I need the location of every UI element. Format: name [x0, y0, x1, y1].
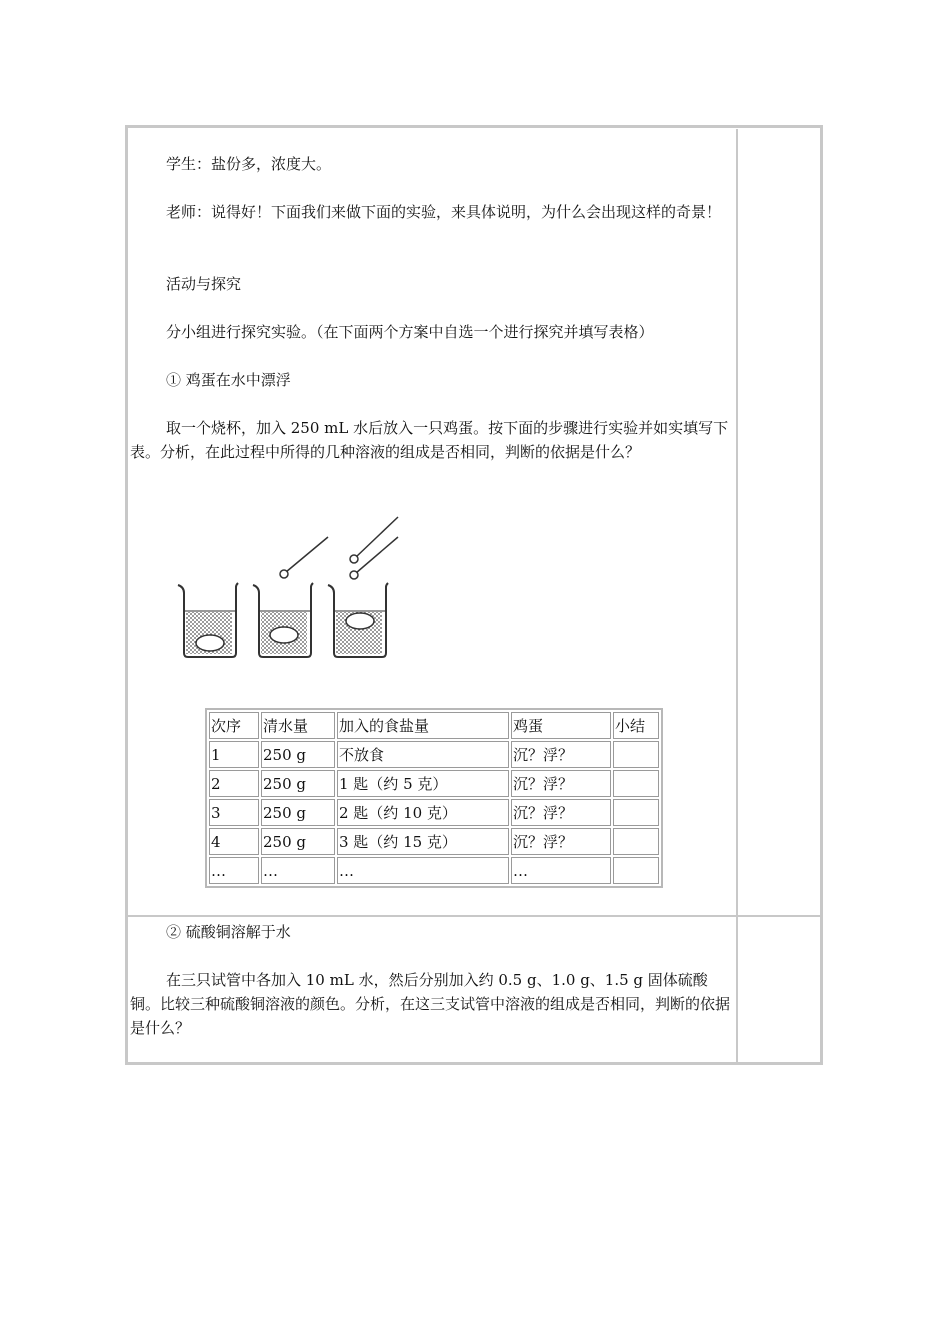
table-header-row	[209, 712, 659, 739]
cell-water: 250 g	[261, 828, 335, 855]
cell-water: …	[261, 857, 335, 884]
cell-summary	[613, 799, 659, 826]
plan1-description: 取一个烧杯，加入 250 mL 水后放入一只鸡蛋。按下面的步骤进行实验并如实填写下表。分析，在此过程中所得的几种溶液的组成是否相同，判断的依据是什么？	[130, 419, 729, 461]
cell-water: 250 g	[261, 770, 335, 797]
header-salt: 加入的食盐量	[337, 712, 509, 739]
activity-heading: 活动与探究	[166, 275, 242, 293]
cell-egg: 沉？浮？	[511, 828, 611, 855]
cell-order: 1	[209, 741, 259, 768]
beaker-1	[178, 583, 238, 657]
table-row	[209, 741, 659, 768]
cell-summary	[613, 770, 659, 797]
experiment-table	[205, 708, 663, 888]
table-row	[209, 857, 659, 884]
cell-summary	[613, 828, 659, 855]
cell-water: 250 g	[261, 741, 335, 768]
cell-egg: …	[511, 857, 611, 884]
header-order: 次序	[209, 712, 259, 739]
header-summary: 小结	[613, 712, 659, 739]
cell-salt: 3 匙（约 15 克）	[337, 828, 509, 855]
cell-order: 3	[209, 799, 259, 826]
column-divider	[736, 129, 738, 1063]
beaker-3	[328, 517, 398, 657]
table-row	[209, 828, 659, 855]
beaker-illustration	[170, 505, 410, 660]
table-row	[209, 770, 659, 797]
instruction-text: 分小组进行探究实验。（在下面两个方案中自选一个进行探究并填写表格）	[166, 323, 654, 341]
header-water: 清水量	[261, 712, 335, 739]
cell-egg: 沉？浮？	[511, 799, 611, 826]
cell-summary	[613, 857, 659, 884]
teacher-line: 老师：说得好！下面我们来做下面的实验，来具体说明，为什么会出现这样的奇景！	[166, 203, 722, 221]
student-line: 学生：盐份多，浓度大。	[166, 155, 332, 173]
cell-order: 2	[209, 770, 259, 797]
beaker-2	[253, 537, 328, 657]
plan2-title: ② 硫酸铜溶解于水	[166, 923, 291, 941]
header-egg: 鸡蛋	[511, 712, 611, 739]
cell-salt: …	[337, 857, 509, 884]
cell-salt: 1 匙（约 5 克）	[337, 770, 509, 797]
row-divider	[128, 915, 820, 917]
cell-egg: 沉？浮？	[511, 741, 611, 768]
table-row	[209, 799, 659, 826]
cell-egg: 沉？浮？	[511, 770, 611, 797]
cell-water: 250 g	[261, 799, 335, 826]
cell-summary	[613, 741, 659, 768]
plan1-title: ① 鸡蛋在水中漂浮	[166, 371, 291, 389]
cell-salt: 2 匙（约 10 克）	[337, 799, 509, 826]
cell-order: 4	[209, 828, 259, 855]
cell-salt: 不放食	[337, 741, 509, 768]
plan2-description: 在三只试管中各加入 10 mL 水，然后分别加入约 0.5 g、1.0 g、1.5 g 固体硫酸铜。比较三种硫酸铜溶液的颜色。分析，在这三支试管中溶液的组成是否相同，判断的依据是什么？	[130, 971, 731, 1037]
cell-order: …	[209, 857, 259, 884]
